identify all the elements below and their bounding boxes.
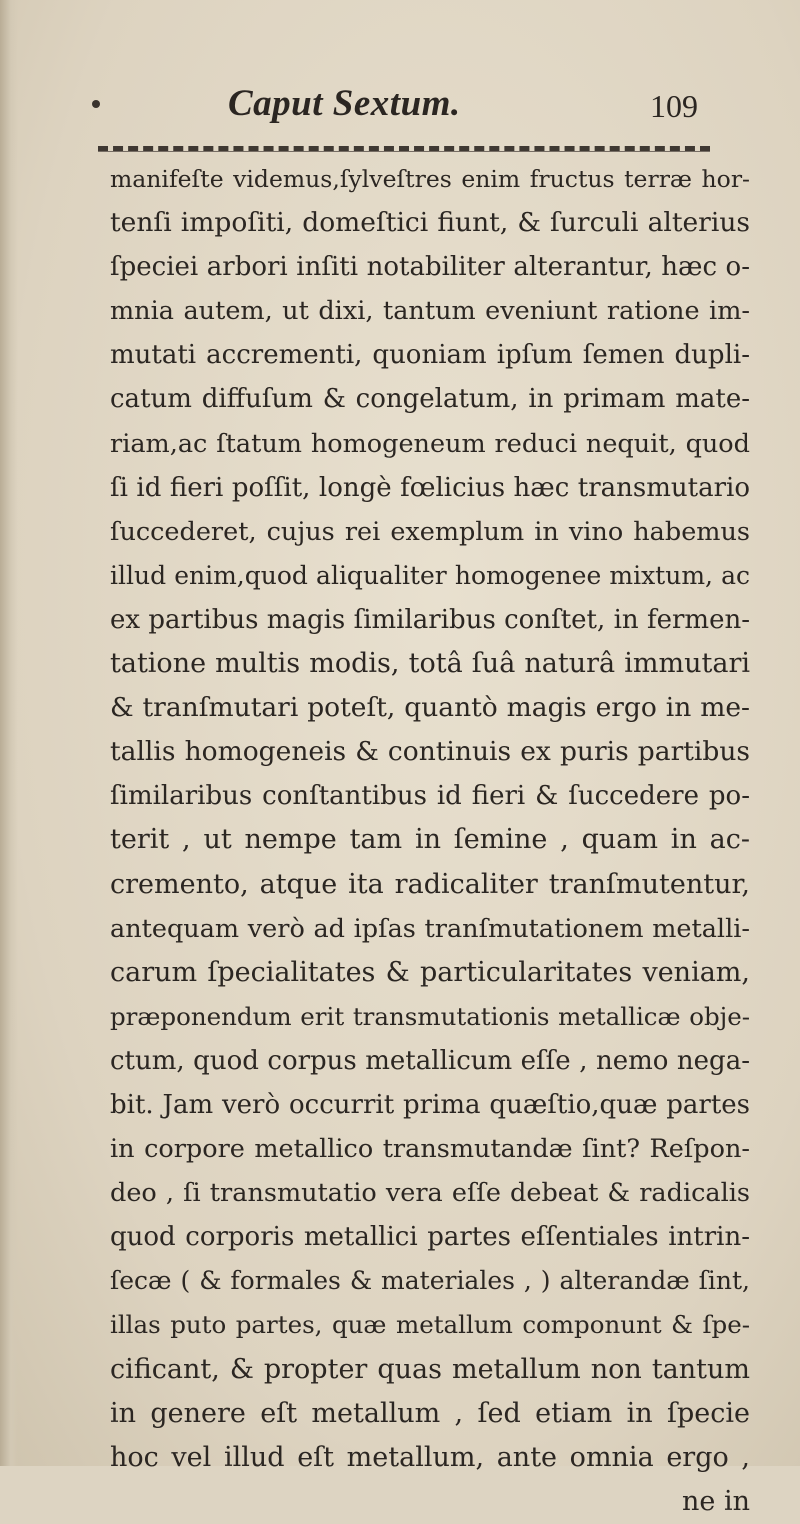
text-line: illud enim,quod aliqualiter homogenee mixtum, ac xyxy=(110,560,750,590)
text-line: ſecæ ( & formales & materiales , ) alterandæ ſint, xyxy=(110,1266,750,1296)
text-line: in genere eſt metallum , ſed etiam in ſpecie xyxy=(110,1397,750,1429)
text-line: quod corporis metallici partes eſſentiales intrin- xyxy=(110,1222,750,1253)
text-line: tatione multis modis, totâ ſuâ naturâ immutari xyxy=(110,648,750,680)
text-line: manifeſte videmus,ſylveſtres enim fructus terræ hor- xyxy=(110,165,750,193)
text-line: deo , ſi transmutatio vera eſſe debeat & radicalis xyxy=(110,1178,750,1209)
text-line: antequam verò ad ipſas tranſmutationem metalli- xyxy=(110,913,750,944)
text-line: riam,ac ſtatum homogeneum reduci nequit, quod xyxy=(110,428,750,459)
text-line: ſuccederet, cujus rei exemplum in vino habemus xyxy=(110,516,750,547)
text-line: præponendum erit transmutationis metallicæ obje- xyxy=(110,1001,750,1031)
text-line: carum ſpecialitates & particularitates veniam, xyxy=(110,956,750,988)
text-line: & tranſmutari poteſt, quantò magis ergo in me- xyxy=(110,692,750,724)
text-line: terit , ut nempe tam in ſemine , quam in ac- xyxy=(110,824,750,856)
text-line: bit. Jam verò occurrit prima quæſtio,quæ partes xyxy=(110,1089,750,1120)
text-line: mnia autem, ut dixi, tantum eveniunt ratione im- xyxy=(110,296,750,327)
text-line: ex partibus magis ſimilaribus conſtet, in fermen- xyxy=(110,604,750,635)
text-line: tenſi impoſiti, domeſtici fiunt, & ſurculi alterius xyxy=(110,207,750,239)
running-head-title: Caput Sextum. xyxy=(228,83,461,124)
text-line: in corpore metallico transmutandæ ſint? Reſpon- xyxy=(110,1134,750,1165)
text-line: catum diffuſum & congelatum, in primam mate- xyxy=(110,384,750,415)
body-text xyxy=(110,157,750,1524)
text-line: hoc vel illud eſt metallum, ante omnia ergo , xyxy=(110,1441,750,1473)
text-line: cificant, & propter quas metallum non tantum xyxy=(110,1353,750,1385)
text-line: tallis homogeneis & continuis ex puris partibus xyxy=(110,736,750,768)
text-line: ſpeciei arbori inſiti notabiliter alterantur, hæc o- xyxy=(110,252,750,283)
page-number: 109 xyxy=(650,88,698,124)
text-line: mutati accrementi, quoniam ipſum ſemen dupli- xyxy=(110,340,750,371)
text-line: ſi id fieri poſſit, longè fœlicius hæc transmutario xyxy=(110,472,750,503)
text-line: ctum, quod corpus metallicum eſſe , nemo nega- xyxy=(110,1045,750,1076)
header-rule xyxy=(98,146,710,152)
catchword: ne in xyxy=(682,1485,750,1517)
page-gutter-shadow xyxy=(0,0,18,1466)
text-line: cremento, atque ita radicaliter tranſmutentur, xyxy=(110,868,750,900)
text-line: ſimilaribus conſtantibus id fieri & ſuccedere po- xyxy=(110,781,750,812)
text-line: illas puto partes, quæ metallum componunt & ſpe- xyxy=(110,1310,750,1340)
running-header xyxy=(0,82,800,138)
